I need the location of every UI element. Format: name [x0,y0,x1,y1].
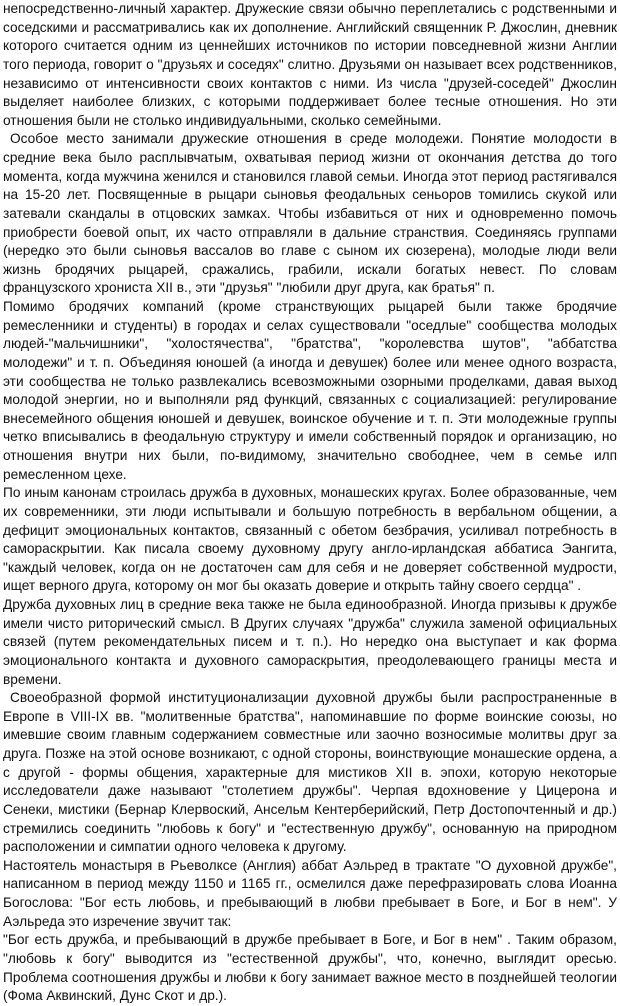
paragraph-clergy-friendship: Дружба духовных лиц в средние века также не была единообразной. Иногда призывы к дружбе имели чисто риторический смысл. В Других случаях "дружба" служила заменой официальных связей (путем рекомендательных писем и т. п.). Но нередко она выступает и как форма эмоционального контакта и духовного самораскрытия, преодолевающего границы места и времени. [3,597,617,687]
paragraph-prayer-brotherhoods: Своеобразной формой институционализации духовной дружбы были распространенные в Европе в VIII-IX вв. "молитвенные братства", напоминавшие по форме воинские союзы, но имевшие своим главным содержанием совместные или заочно возносимые молитвы друг за друга. Позже на этой основе возникают, с одной стороны, воинствующие монашеские ордена, а с другой - формы общения, характерные для мистиков XII в. эпохи, которую некоторые исследователи даже называют "столетием дружбы". Черпая вдохновение у Цицерона и Сенеки, мистики (Бернар Клервоский, Ансельм Кентерберийский, Петр Достопочтенный и др.) стремились соединить "любовь к богу" и "естественную дружбу", основанную на природном расположении и симпатии одного человека к другому. [3,690,617,855]
paragraph-family-friendship: непосредственно-личный характер. Дружеские связи обычно переплетались с родственными и соседскими и рассматривались как их дополнение. Английский священник Р. Джослин, дневник которого считается одним из ценнейших источников по истории повседневной жизни Англии того периода, говорит о "друзьях и соседях" слитно. Друзьями он называет всех родственников, независимо от интенсивности своих контактов с ними. Из числа "друзей-соседей" Джослин выделяет наиболее близких, с которыми поддерживает более тесные отношения. Но эти отношения были не столько индивидуальными, сколько семейными. [3,1,617,128]
paragraph-aelred-treatise: Настоятель монастыря в Рьеволксе (Англия) аббат Аэльред в трактате "О духовной дружбе", написанном в период между 1150 и 1165 гг., осмелился даже перефразировать слова Иоанна Богослова: "Бог есть любовь, и пребывающий в любви пребывает в Боге, и Бог в нем". У Аэльреда это изречение звучит так: [3,857,617,929]
paragraph-youth-friendship: Особое место занимали дружеские отношения в среде молодежи. Понятие молодости в средние века было расплывчатым, охватывая период жизни от окончания детства до того момента, когда мужчина женился и становился главой семьи. Иногда этот период растягивался на 15-20 лет. Посвященные в рыцари сыновья феодальных сеньоров томились скукой или затевали скандалы в отцовских замках. Чтобы избавиться от них и одновременно помочь приобрести боевой опыт, их часто отправляли в дальние странствия. Соединяясь группами (нередко это были сыновья вассалов во главе с сыном их сюзерена), молодые люди вели жизнь бродячих рыцарей, сражались, грабили, искали богатых невест. По словам французского хрониста XII в., эти "друзья" "любили друг друга, как братья" п. [3,131,617,296]
paragraph-youth-communities: Помимо бродячих компаний (кроме странствующих рыцарей были также бродячие ремесленники и студенты) в городах и селах существовали "оседлые" сообщества молодых людей-"мальчишники", "холостячества", "братства", "королевства шутов", "аббатства молодежи" и т. п. Объединяя юношей (а иногда и девушек) более или менее одного возраста, эти сообщества не только развлекались всевозможными озорными проделками, давая выход молодой энергии, но и выполняли ряд функций, связанных с социализацией: регулирование внесемейного общения юношей и девушек, воинское обучение и т. п. Эти молодежные группы четко вписывались в феодальную структуру и имели собственный порядок и организацию, но отношения внутри них были, по-видимому, значительно свободнее, чем в семье илп ремесленном цехе. [3,299,617,482]
paragraph-monastic-friendship: По иным канонам строилась дружба в духовных, монашеских кругах. Более образованные, чем их современники, эти люди испытывали и большую потребность в вербальном общении, а дефицит эмоциональных контактов, связанный с обетом безбрачия, усиливал потребность в самораскрытии. Как писала своему духовному другу англо-ирландская аббатиса Эангита, "каждый человек, когда он не достаточен сам для себя и не доверяет собственной мудрости, ищет верного друга, которому он мог бы оказать доверие и открыть тайну своего сердца" . [3,485,617,594]
paragraph-aelred-quote: "Бог есть дружба, и пребывающий в дружбе пребывает в Боге, и Бог в нем" . Таким образом, "любовь к богу" выводится из "естественной дружбы", что, конечно, выглядит оресью. Проблема соотношения дружбы и любви к богу занимает важное место в позднейшей теологии (Фома Аквинский, Дунс Скот и др.). [3,932,617,1004]
